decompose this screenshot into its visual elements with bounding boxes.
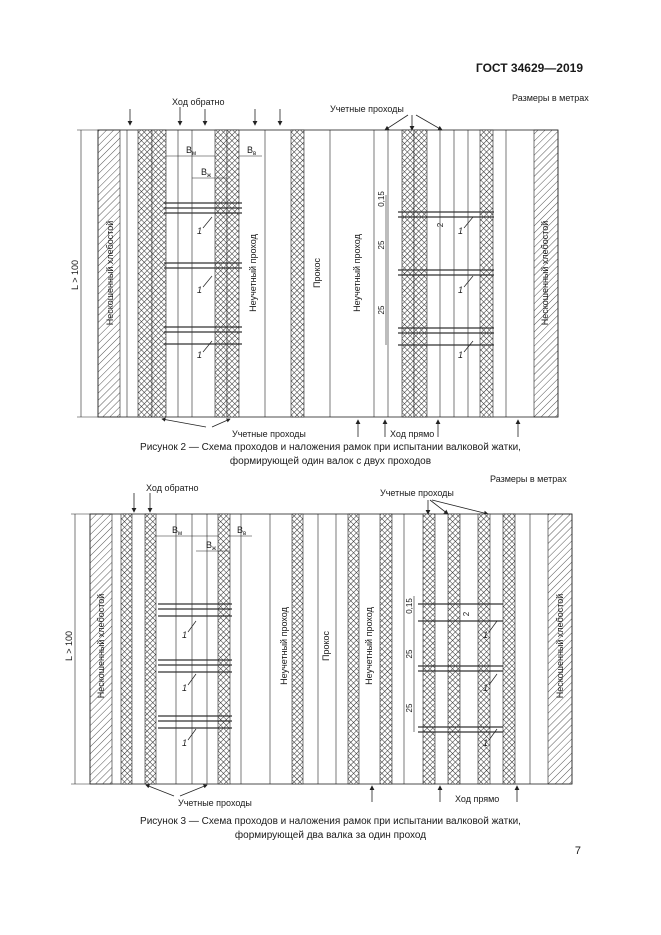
dim-25a-label: 25 [405,649,414,659]
frame-label: 1 [197,350,203,360]
uncounted-pass-1-label: Неучетный проход [279,607,289,685]
dim-2-label: 2 [436,222,445,228]
dim-25b-label: 25 [377,305,386,315]
counted-passes-bottom-label: Учетные проходы [178,798,252,808]
page-number: 7 [574,845,581,857]
dim-2-label: 2 [462,611,471,617]
figure-3-diagram [0,476,661,806]
frame-label: 1 [483,683,489,693]
uncounted-pass-2-label: Неучетный проход [364,607,374,685]
figure-3-caption [0,815,661,843]
frame-label: 1 [182,738,188,748]
frame-label: 1 [458,350,464,360]
figure-2-caption [0,441,661,469]
reverse-label: Ход обратно [146,483,199,493]
dim-015-label: 0,15 [377,191,386,207]
frame-label: 1 [182,683,188,693]
frame-label: 1 [197,285,203,295]
unmowed-left-label: Нескошенный хлебостой [96,593,106,699]
length-label: L > 100 [70,260,80,290]
forward-label: Ход прямо [390,429,435,439]
frame-label: 1 [458,226,464,236]
counted-passes-bottom-label: Учетные проходы [232,429,306,439]
b-m-label: $B_м$ [186,145,197,157]
document-code: ГОСТ 34629—2019 [475,61,583,75]
dim-015-label: 0,15 [405,598,414,614]
units-note: Размеры в метрах [512,93,589,103]
uncounted-pass-1-label: Неучетный проход [248,234,258,312]
b-zh-label: $B_ж$ [206,540,217,552]
caption-line: Рисунок 3 — Схема проходов и наложения рамок при испытании валковой жатки, [140,816,521,827]
caption-line: формирующей два валка за один проход [234,830,427,841]
dim-25b-label: 25 [405,703,414,713]
caption-line: Рисунок 2 — Схема проходов и наложения рамок при испытании валковой жатки, [140,442,521,453]
frame-label: 1 [182,630,188,640]
b-v-label: $B_в$ [247,145,257,157]
frame-label: 1 [483,630,489,640]
dim-25a-label: 25 [377,240,386,250]
b-zh-label: $B_ж$ [201,167,212,179]
reverse-label: Ход обратно [172,97,225,107]
b-v-label: $B_в$ [237,525,247,537]
frame-label: 1 [197,226,203,236]
units-note: Размеры в метрах [490,474,567,484]
caption-line: формирующей один валок с двух проходов [229,456,432,467]
b-m-label: $B_м$ [172,525,183,537]
forward-label: Ход прямо [455,794,500,804]
length-label: L > 100 [64,631,74,661]
uncounted-pass-2-label: Неучетный проход [352,234,362,312]
counted-passes-top-label: Учетные проходы [330,104,404,114]
unmowed-right-label: Нескошенный хлебостой [555,593,565,699]
unmowed-right-label: Нескошенный хлебостой [540,220,550,326]
unmowed-left-label: Нескошенный хлебостой [105,220,115,326]
mown-strip-label: Прокос [321,630,331,662]
frame-label: 1 [458,285,464,295]
counted-passes-top-label: Учетные проходы [380,488,454,498]
figure-2-diagram [0,93,661,439]
mown-strip-label: Прокос [312,257,322,289]
frame-label: 1 [483,738,489,748]
